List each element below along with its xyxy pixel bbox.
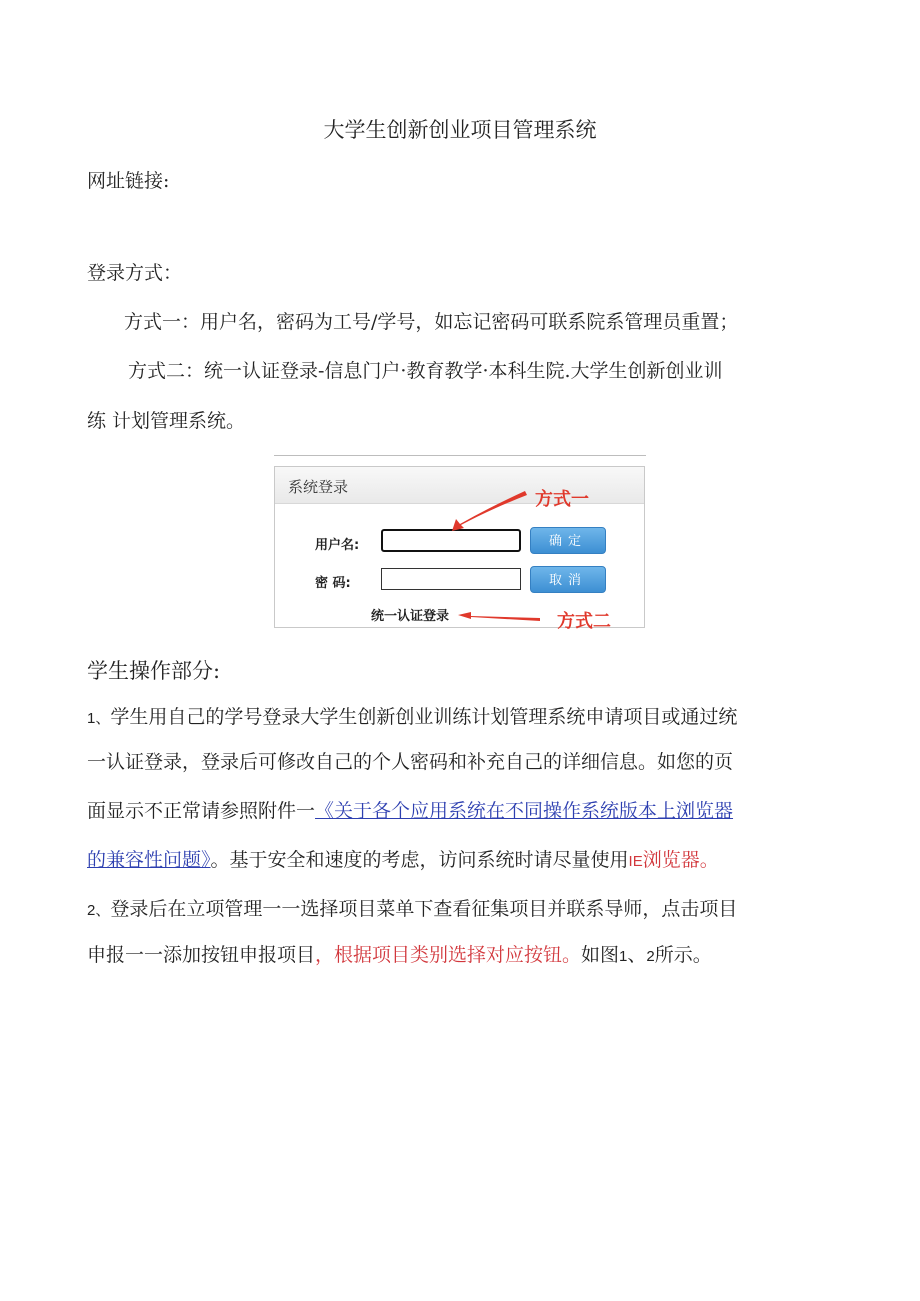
ie-text: IE: [628, 853, 643, 870]
page-title: 大学生创新创业项目管理系统: [323, 118, 597, 142]
item1-line3: [87, 796, 733, 823]
login-screenshot-figure: [274, 466, 645, 632]
item1-text-line3: 面显示不正常请参照附件一: [87, 800, 316, 822]
figure-number-1: 1: [619, 948, 628, 965]
item1-text-line1: 学生用自己的学号登录大学生创新创业训练计划管理系统申请项目或通过统: [110, 706, 738, 728]
confirm-button: 确定: [530, 527, 606, 554]
method-two-text-line2: 练 计划管理系统。: [87, 410, 246, 432]
item1-line2: 一认证登录，登录后可修改自己的个人密码和补充自己的详细信息。如您的页: [87, 751, 734, 773]
password-label: 密 码:: [315, 576, 351, 591]
login-method-label: 登录方式：: [87, 262, 183, 284]
figure-separator: 、: [627, 944, 647, 966]
figure-header-title: 系统登录: [288, 478, 349, 496]
url-label: 网址链接:: [87, 170, 170, 192]
item1-number: 1、: [87, 710, 111, 727]
item2-line1: [87, 894, 737, 921]
item2-number: 2、: [87, 902, 111, 919]
attachment-link-part1[interactable]: 《关于各个应用系统在不同操作系统版本上浏览器: [315, 800, 734, 822]
item2-text-line2a: 申报一一添加按钮申报项目: [87, 944, 316, 966]
item1-line1: [87, 702, 737, 729]
annotation-method-one: 方式一: [535, 489, 589, 510]
annotation-arrows: [275, 467, 646, 629]
figure-top-divider: [274, 455, 646, 456]
item2-red-text: ，根据项目类别选择对应按钮。: [315, 944, 582, 966]
arrow-to-unified-login-icon: [458, 612, 540, 621]
username-label: 用户名:: [315, 538, 360, 553]
browser-text: 浏览器。: [642, 849, 719, 871]
attachment-link-part2[interactable]: 的兼容性问题》: [87, 849, 211, 871]
annotation-method-two: 方式二: [557, 611, 611, 632]
cancel-button: 取消: [530, 566, 606, 593]
method-two-text-line1: 方式二：统一认证登录-信息门户·教育教学·本科生院.大学生创新创业训: [128, 360, 723, 382]
item2-text-line1: 登录后在立项管理一一选择项目菜单下查看征集项目并联系导师，点击项目: [110, 898, 738, 920]
item1-text-line4: 。基于安全和速度的考虑，访问系统时请尽量使用: [210, 849, 629, 871]
unified-login-link: 统一认证登录: [371, 609, 450, 624]
item2-text-line2b: 如图: [581, 944, 620, 966]
item2-line2: [87, 940, 712, 967]
student-section-heading: 学生操作部分:: [87, 659, 221, 683]
method-one-text: 方式一：用户名，密码为工号/学号，如忘记密码可联系院系管理员重置；: [124, 311, 739, 333]
figure-number-2: 2: [646, 948, 655, 965]
arrow-to-username-icon: [452, 491, 527, 531]
item2-text-line2c: 所示。: [654, 944, 712, 966]
item1-line4: [87, 845, 719, 872]
